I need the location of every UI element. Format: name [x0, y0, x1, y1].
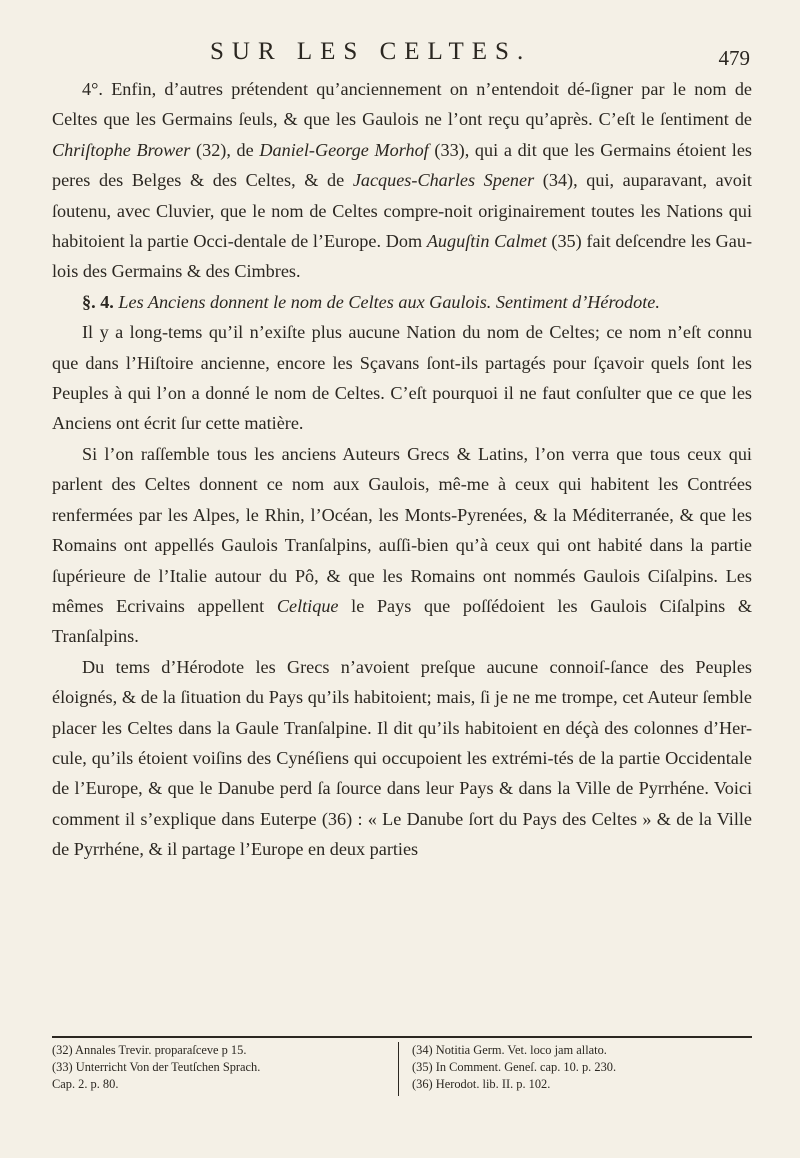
- author-name: Auguſtin Calmet: [426, 231, 547, 252]
- text-run: (35) fait deſcendre les Gau-lois des Germains & des Cimbres.: [52, 231, 752, 282]
- footnote: (35) In Comment. Geneſ. cap. 10. p. 230.: [412, 1060, 617, 1074]
- text-run: (33), qui a dit que les Germains étoient les peres des Belges & des Celtes, & de: [52, 139, 753, 191]
- author-name: Chriſtophe Brower: [52, 139, 191, 160]
- main-text: [52, 74, 752, 865]
- emphasis-term: Celtique: [276, 595, 339, 616]
- paragraph-4: Du tems d’Hérodote les Grecs n’avoient preſque aucune connoiſ-ſance des Peuples éloignés, & de la ſituation du Pays qu’ils habitoient; mais, ſi je ne me trompe, cet Auteur ſemble placer les Celtes dans la Gaule Tranſalpine. Il dit qu’ils habitoient en déçà des colonnes d’Her-cule, qu’ils étoient voiſins des Cynéſiens qui occupoient les extrémi-tés de la partie Occidentale de l’Europe, & que le Danube perd ſa ſource dans leur Pays & dans la Ville de Pyrrhéne. Voici comment il s’explique dans Euterpe (36) : « Le Danube ſort du Pays des Celtes » & de la Ville de Pyrrhéne, & il partage l’Europe en deux parties: [52, 656, 752, 860]
- footnote: (33) Unterricht Von der Teutſchen Sprach.: [52, 1060, 261, 1074]
- running-title: SUR LES CELTES.: [210, 38, 532, 65]
- section-symbol: §. 4.: [82, 291, 114, 312]
- section-heading-text: Les Anciens donnent le nom de Celtes aux Gaulois. Sentiment d’Hérodote.: [113, 291, 660, 312]
- footnote: (36) Herodot. lib. II. p. 102.: [412, 1077, 551, 1091]
- footnotes-right-column: [412, 1042, 752, 1093]
- page-header: [60, 38, 750, 68]
- text-run: (34), qui, auparavant, avoit ſoutenu, avec Cluvier, que le nom de Celtes compre-noit originairement toutes les Nations qui habitoient la partie Occi-dentale de l’Europe. Dom: [52, 170, 752, 252]
- footnote: (32) Annales Trevir. proparaſceve p 15.: [52, 1043, 247, 1057]
- footnote-rule: [52, 1036, 752, 1038]
- author-name: Daniel-George Morhof: [259, 139, 429, 160]
- text-run: 4°. Enfin, d’autres prétendent qu’anciennement on n’entendoit dé-ſigner par le nom de Celtes que les Germains ſeuls, & que les Gaulois ne l’ont reçu qu’après. C’eſt le ſentiment de: [52, 79, 752, 130]
- footnote-divider: [398, 1042, 399, 1096]
- footnote: (34) Notitia Germ. Vet. loco jam allato.: [412, 1043, 607, 1057]
- paragraph-2: Il y a long-tems qu’il n’exiſte plus aucune Nation du nom de Celtes; ce nom n’eſt connu que dans l’Hiſtoire ancienne, encore les Sçavans ſont-ils partagés pour ſçavoir quels ſont les Peuples à qui l’on a donné le nom de Celtes. C’eſt pourquoi il ne faut conſulter que ce que les Anciens ont écrit ſur cette matière.: [52, 322, 752, 434]
- paragraph-3: [52, 439, 752, 652]
- page-number: 479: [718, 46, 750, 70]
- footnotes: [52, 1042, 752, 1102]
- author-name: Jacques-Charles Spener: [352, 170, 535, 191]
- text-run: le Pays que poſſédoient les Gaulois Ciſalpins & Tranſalpins.: [52, 595, 752, 647]
- footnotes-left-column: [52, 1042, 382, 1093]
- text-run: Si l’on raſſemble tous les anciens Auteurs Grecs & Latins, l’on verra que tous ceux qui parlent des Celtes donnent ce nom aux Gaulois, mê-me à ceux qui habitent les Contrées renfermées par les Alpes, le Rhin, l’Océan, les Monts-Pyrenées, & la Méditerranée, & que les Romains ont appellés Gaulois Tranſalpins, auſſi-bien qu’à ceux qui ont habité dans la partie ſupérieure de l’Italie autour du Pô, & que les Romains ont nommés Gaulois Ciſalpins. Les mêmes Ecrivains appellent: [52, 443, 752, 616]
- paragraph-1: [52, 74, 752, 287]
- section-heading: [52, 287, 752, 317]
- text-run: (32), de: [190, 139, 260, 160]
- footnote: Cap. 2. p. 80.: [52, 1077, 119, 1091]
